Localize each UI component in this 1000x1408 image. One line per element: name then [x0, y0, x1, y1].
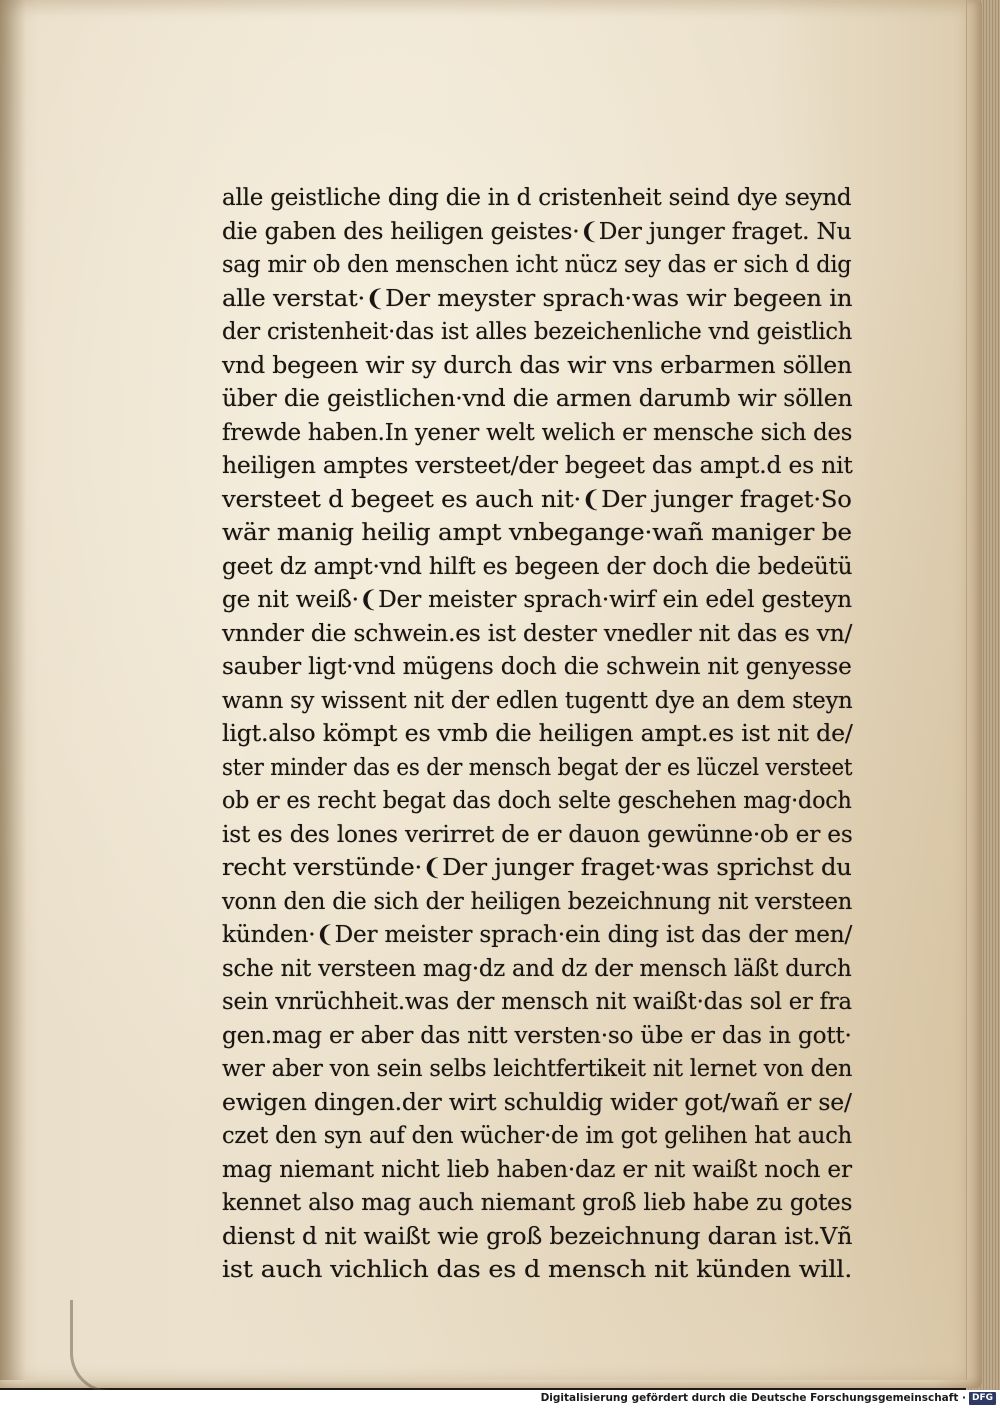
text-line: ist es des lones verirret de er dauon gewünne·ob er es: [222, 821, 853, 848]
text-line: sein vnrüchheit.was der mensch nit waißt·das sol er fra: [222, 989, 852, 1015]
text-line: über die geistlichen·vnd die armen darumb wir söllen: [222, 386, 853, 412]
text-line: der cristenheit·das ist alles bezeichenliche vnd geistlich: [222, 319, 853, 345]
footer-credit: Digitalisierung gefördert durch die Deutsche Forschungsgemeinschaft ·: [540, 1392, 966, 1404]
text-line: frewde haben.In yener welt welich er mensche sich des: [222, 419, 853, 446]
text-line: czet den syn auf den wücher·de im got gelihen hat auch: [222, 1123, 852, 1149]
text-line: mag niemant nicht lieb haben·daz er nit waißt noch er: [222, 1156, 852, 1183]
text-line: vnd begeen wir sy durch das wir vns erbarmen söllen: [222, 352, 852, 379]
text-line: wann sy wissent nit der edlen tugentt dye an dem steyn: [222, 687, 853, 714]
text-line: gen.mag er aber das nitt versten·so übe er das in gott·: [222, 1022, 852, 1049]
text-line: ob er es recht begat das doch selte geschehen mag·doch: [222, 788, 852, 814]
text-line: ligt.also kömpt es vmb die heiligen ampt.es ist nit de/: [222, 721, 853, 747]
text-line: vnnder die schwein.es ist dester vnedler nit das es vn/: [222, 620, 853, 647]
text-line: künden·❨Der meister sprach·ein ding ist das der men/: [222, 922, 853, 948]
text-line: ge nit weiß·❨Der meister sprach·wirf ein edel gesteyn: [222, 587, 852, 613]
text-block: [222, 182, 852, 1288]
text-line: recht verstünde·❨Der junger fraget·was sprichst du: [222, 855, 852, 881]
footer-bar: [0, 1390, 1000, 1408]
gutter-shadow: [0, 0, 26, 1380]
text-line: sag mir ob den menschen icht nücz sey das er sich d dig: [222, 252, 852, 278]
text-line: sche nit versteen mag·dz and dz der mensch läßt durch: [222, 955, 852, 982]
text-line: alle verstat·❨Der meyster sprach·was wir begeen in: [222, 285, 853, 312]
text-line: heiligen amptes versteet/der begeet das ampt.d es nit: [222, 453, 853, 479]
text-line: ewigen dingen.der wirt schuldig wider got/wañ er se/: [222, 1089, 852, 1116]
text-line: ster minder das es der mensch begat der es lüczel versteet: [222, 754, 853, 781]
text-line: wär manig heilig ampt vnbegange·wañ maniger be: [222, 520, 852, 546]
text-line: wer aber von sein selbs leichtfertikeit nit lernet von den: [222, 1056, 853, 1082]
text-line: vonn den die sich der heiligen bezeichnung nit versteen: [222, 888, 853, 915]
text-line: alle geistliche ding die in d cristenheit seind dye seynd: [222, 185, 852, 211]
text-line: geet dz ampt·vnd hilft es begeen der doch die bedeütü: [222, 553, 853, 580]
dfg-logo-icon: DFG: [969, 1392, 996, 1405]
text-line: versteet d begeet es auch nit·❨Der junger fraget·So: [222, 486, 852, 513]
text-line: die gaben des heiligen geistes·❨Der junger fraget. Nu: [222, 218, 852, 245]
text-line: sauber ligt·vnd mügens doch die schwein nit genyesse: [222, 654, 852, 680]
text-line: dienst d nit waißt wie groß bezeichnung daran ist.Vñ: [222, 1223, 853, 1250]
text-line: ist auch vichlich das es d mensch nit künden will.: [222, 1257, 853, 1283]
text-line: kennet also mag auch niemant groß lieb habe zu gotes: [222, 1190, 853, 1216]
clip-mark: [70, 1300, 153, 1390]
